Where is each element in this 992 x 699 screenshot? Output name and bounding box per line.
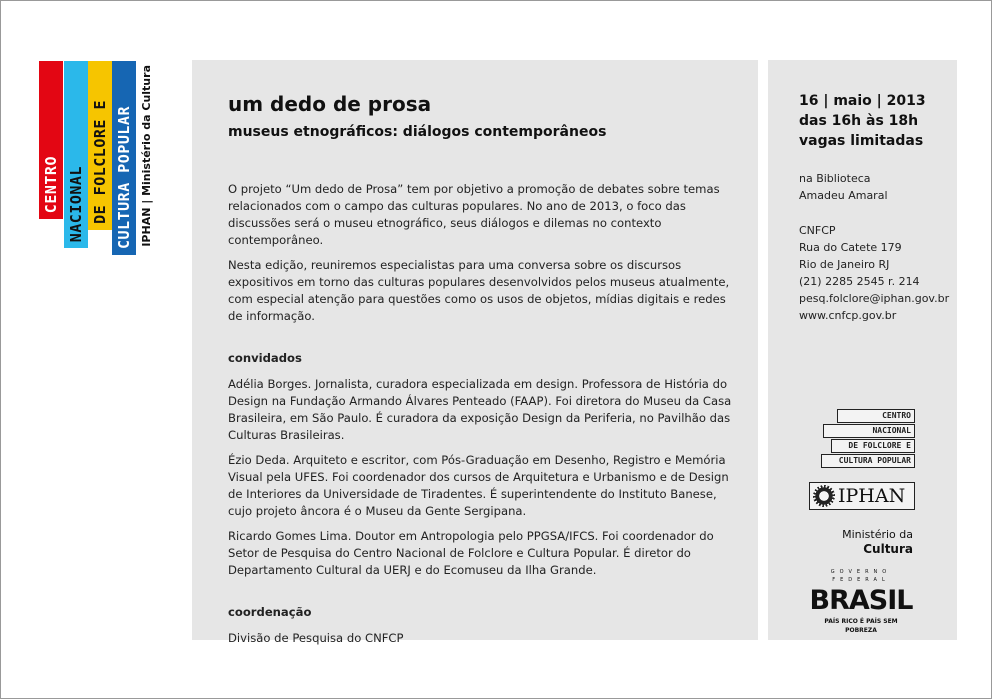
minc-line: Cultura — [863, 542, 913, 556]
logo-text: NACIONAL — [67, 165, 85, 242]
logo-text: DE FOLCLORE E — [91, 100, 109, 224]
logo-bar-blue — [112, 61, 136, 255]
guests-heading: convidados — [228, 351, 302, 365]
intro-paragraph: O projeto “Um dedo de Prosa” tem por objetivo a promoção de debates sobre temas relacionados com o campo das culturas populares. No ano de 2013, o foco das discussões será o museu etnográfico, seus diálogos e dilemas no contexto contemporâneo. — [228, 182, 720, 247]
event-time: das 16h às 18h — [799, 113, 919, 129]
coordination-text: Divisão de Pesquisa do CNFCP — [228, 631, 404, 645]
address — [799, 222, 949, 324]
intro-paragraph: Nesta edição, reuniremos especialistas para uma conversa sobre os discursos expositivos em torno das culturas populares desenvolvidos pelos museus atualmente, com especial atenção para questões como os usos de objetos, mídias digitais e redes de informação. — [228, 258, 730, 323]
website-link[interactable]: www.cnfcp.gov.br — [799, 309, 897, 322]
guest-bio: Ricardo Gomes Lima. Doutor em Antropologia pelo PPGSA/IFCS. Foi coordenador do Setor de Pesquisa do Centro Nacional de Folclore e Cultura Popular. É diretor do Departamento Cultural da UERJ e do Ecomuseu da Ilha Grande. — [228, 529, 714, 577]
body-text — [228, 181, 733, 655]
page-subtitle: museus etnográficos: diálogos contemporâneos — [228, 124, 607, 140]
address-line: CNFCP — [799, 224, 836, 237]
side-panel — [768, 60, 957, 640]
address-line: Rio de Janeiro RJ — [799, 258, 890, 271]
iphan-logo — [809, 482, 915, 510]
email-link[interactable]: pesq.folclore@iphan.gov.br — [799, 292, 950, 305]
phone: (21) 2285 2545 r. 214 — [799, 275, 920, 288]
logo-bar-cyan — [64, 61, 88, 248]
minc-line: Ministério da — [842, 528, 913, 541]
venue — [799, 170, 888, 204]
brasil-word: BRASIL — [809, 585, 913, 616]
venue-line: Amadeu Amaral — [799, 189, 888, 202]
cnfcp-logo-line: CULTURA POPULAR — [821, 454, 915, 468]
logo-bar-red — [39, 61, 63, 219]
cnfcp-logo — [823, 408, 915, 468]
logo-subline: IPHAN | Ministério da Cultura — [140, 65, 153, 247]
guest-bio: Adélia Borges. Jornalista, curadora especializada em design. Professora de História do Design na Fundação Armando Álvares Penteado (FAAP). Foi diretora do Museu da Casa Brasileira, em São Paulo. É curadora da exposição Design da Periferia, no Pavilhão das Culturas Brasileiras. — [228, 377, 732, 442]
event-when — [799, 91, 926, 151]
cnfcp-logo-line: NACIONAL — [823, 424, 915, 438]
main-panel — [192, 60, 758, 645]
event-vacancies: vagas limitadas — [799, 133, 924, 149]
brasil-slogan: PAÍS RICO É PAÍS SEM POBREZA — [824, 618, 898, 634]
sun-emblem-icon — [813, 485, 835, 507]
minc-logo — [842, 528, 913, 557]
guest-bio: Ézio Deda. Arquiteto e escritor, com Pós-Graduação em Desenho, Registro e Memória Visual pela UFES. Foi coordenador dos cursos de Arquitetura e Urbanismo e de Design de Interiores da Universidade de Tiradentes. É superintendente do Instituto Banese, cujo projeto âncora é o Museu da Gente Sergipana. — [228, 453, 729, 518]
venue-line: na Biblioteca — [799, 172, 871, 185]
logo-text: CULTURA POPULAR — [115, 106, 133, 249]
address-line: Rua do Catete 179 — [799, 241, 902, 254]
logo-bar-yellow — [88, 61, 112, 230]
brasil-top: GOVERNO FEDERAL — [830, 569, 892, 583]
event-date: 16 | maio | 2013 — [799, 93, 926, 109]
logo-text: CENTRO — [42, 155, 60, 213]
coordination-heading: coordenação — [228, 605, 312, 619]
iphan-text: IPHAN — [838, 485, 906, 507]
cnfcp-logo-line: CENTRO — [837, 409, 915, 423]
cnfcp-logo-line: DE FOLCLORE E — [831, 439, 915, 453]
page-title: um dedo de prosa — [228, 92, 432, 116]
brasil-logo — [808, 568, 914, 635]
